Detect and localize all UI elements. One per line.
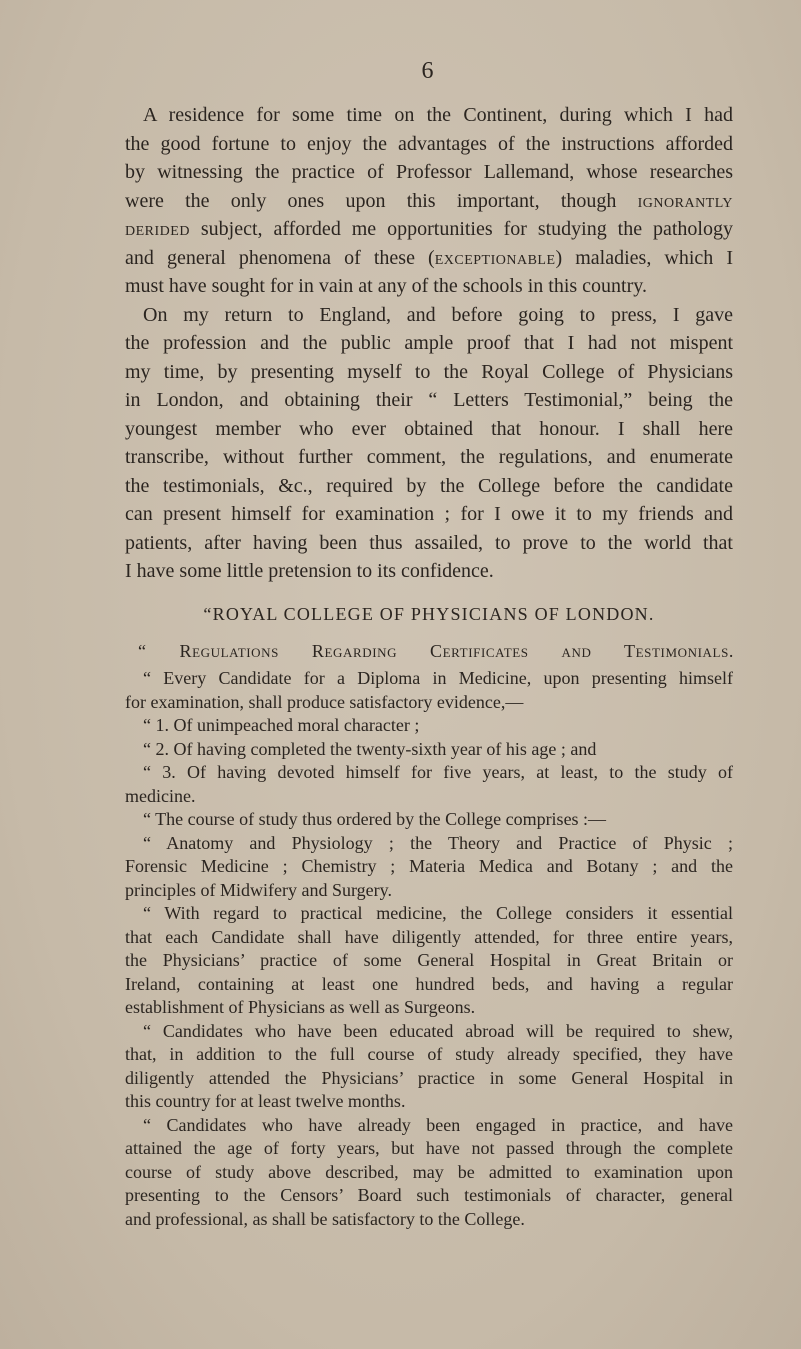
text-line: On my return to England, and before going to press, I gave: [143, 303, 733, 326]
text-line: Ireland, containing at least one hundred beds, and having a regular: [125, 973, 733, 994]
text-line: “ 3. Of having devoted himself for five years, at least, to the study of: [143, 762, 733, 782]
text-line: “ The course of study thus ordered by the College comprises :—: [143, 809, 607, 829]
text-line: the testimonials, &c., required by the College before the candidate: [125, 474, 733, 497]
text-line: for examination, shall produce satisfactory evidence,—: [125, 691, 524, 712]
body-text-section-1: [125, 101, 733, 586]
text-line: Forensic Medicine ; Chemistry ; Materia Medica and Botany ; and the: [125, 856, 733, 876]
text-line: [125, 215, 733, 244]
text-line: transcribe, without further comment, the regulations, and enumerate: [125, 446, 733, 468]
text-line: “ Candidates who have already been engaged in practice, and have: [143, 1114, 733, 1135]
text-line: [125, 187, 733, 216]
heading-royal-college: “ROYAL COLLEGE OF PHYSICIANS OF LONDON.: [203, 604, 655, 624]
text-line: medicine.: [125, 785, 196, 806]
text-line: “ With regard to practical medicine, the College considers it essential: [143, 903, 733, 923]
text-segment: ) maladies, which I: [555, 246, 734, 269]
text-line: diligently attended the Physicians’ practice in some General Hospital in: [125, 1067, 733, 1088]
text-line: my time, by presenting myself to the Royal College of Physicians: [125, 360, 733, 383]
text-line: the Physicians’ practice of some General Hospital in Great Britain or: [125, 950, 733, 970]
subheading-regulations: “ Regulations Regarding Certificates and Testimonials.: [138, 641, 734, 661]
text-line: that each Candidate shall have diligently attended, for three entire years,: [125, 926, 733, 947]
text-line: “ Anatomy and Physiology ; the Theory and Practice of Physic ;: [143, 832, 733, 853]
text-line: must have sought for in vain at any of the schools in this country.: [125, 275, 647, 297]
text-line: can present himself for examination ; for I owe it to my friends and: [125, 503, 733, 525]
text-line: in London, and obtaining their “ Letters Testimonial,” being the: [125, 389, 733, 411]
text-line: establishment of Physicians as well as Surgeons.: [125, 997, 476, 1017]
text-line: and professional, as shall be satisfactory to the College.: [125, 1208, 525, 1229]
text-line: “ 1. Of unimpeached moral character ;: [143, 715, 420, 735]
page-number: 6: [421, 58, 434, 84]
text-segment: subject, afforded me opportunities for studying the pathology: [189, 218, 733, 240]
body-text-section-2: [125, 667, 733, 1231]
text-line: the good fortune to enjoy the advantages of the instructions afforded: [125, 132, 733, 155]
text-line: A residence for some time on the Continent, during which I had: [143, 104, 733, 126]
text-line: I have some little pretension to its confidence.: [125, 560, 494, 582]
text-line: by witnessing the practice of Professor Lallemand, whose researches: [125, 161, 733, 183]
text-line: the profession and the public ample proof that I had not mispent: [125, 332, 733, 354]
text-line: “ Candidates who have been educated abroad will be required to shew,: [143, 1020, 733, 1041]
text-line: “ Every Candidate for a Diploma in Medicine, upon presenting himself: [143, 668, 733, 688]
small-caps-text: derided: [125, 218, 190, 240]
text-line: principles of Midwifery and Surgery.: [125, 879, 392, 900]
text-line: youngest member who ever obtained that honour. I shall here: [125, 417, 733, 440]
text-line: presenting to the Censors’ Board such testimonials of character, general: [125, 1185, 733, 1205]
small-caps-text: exceptionable: [434, 246, 556, 269]
text-segment: were the only ones upon this important, though: [125, 189, 638, 212]
small-caps-text: ignorantly: [637, 189, 733, 212]
text-line: that, in addition to the full course of study already specified, they have: [125, 1044, 733, 1064]
text-line: this country for at least twelve months.: [125, 1091, 406, 1111]
text-line: attained the age of forty years, but have not passed through the complete: [125, 1138, 733, 1158]
text-line: “ 2. Of having completed the twenty-sixth year of his age ; and: [143, 738, 597, 759]
text-line: course of study above described, may be admitted to examination upon: [125, 1161, 733, 1182]
text-segment: and general phenomena of these (: [125, 246, 435, 269]
text-line: patients, after having been thus assailed, to prove to the world that: [125, 531, 733, 554]
text-line: [125, 244, 733, 273]
